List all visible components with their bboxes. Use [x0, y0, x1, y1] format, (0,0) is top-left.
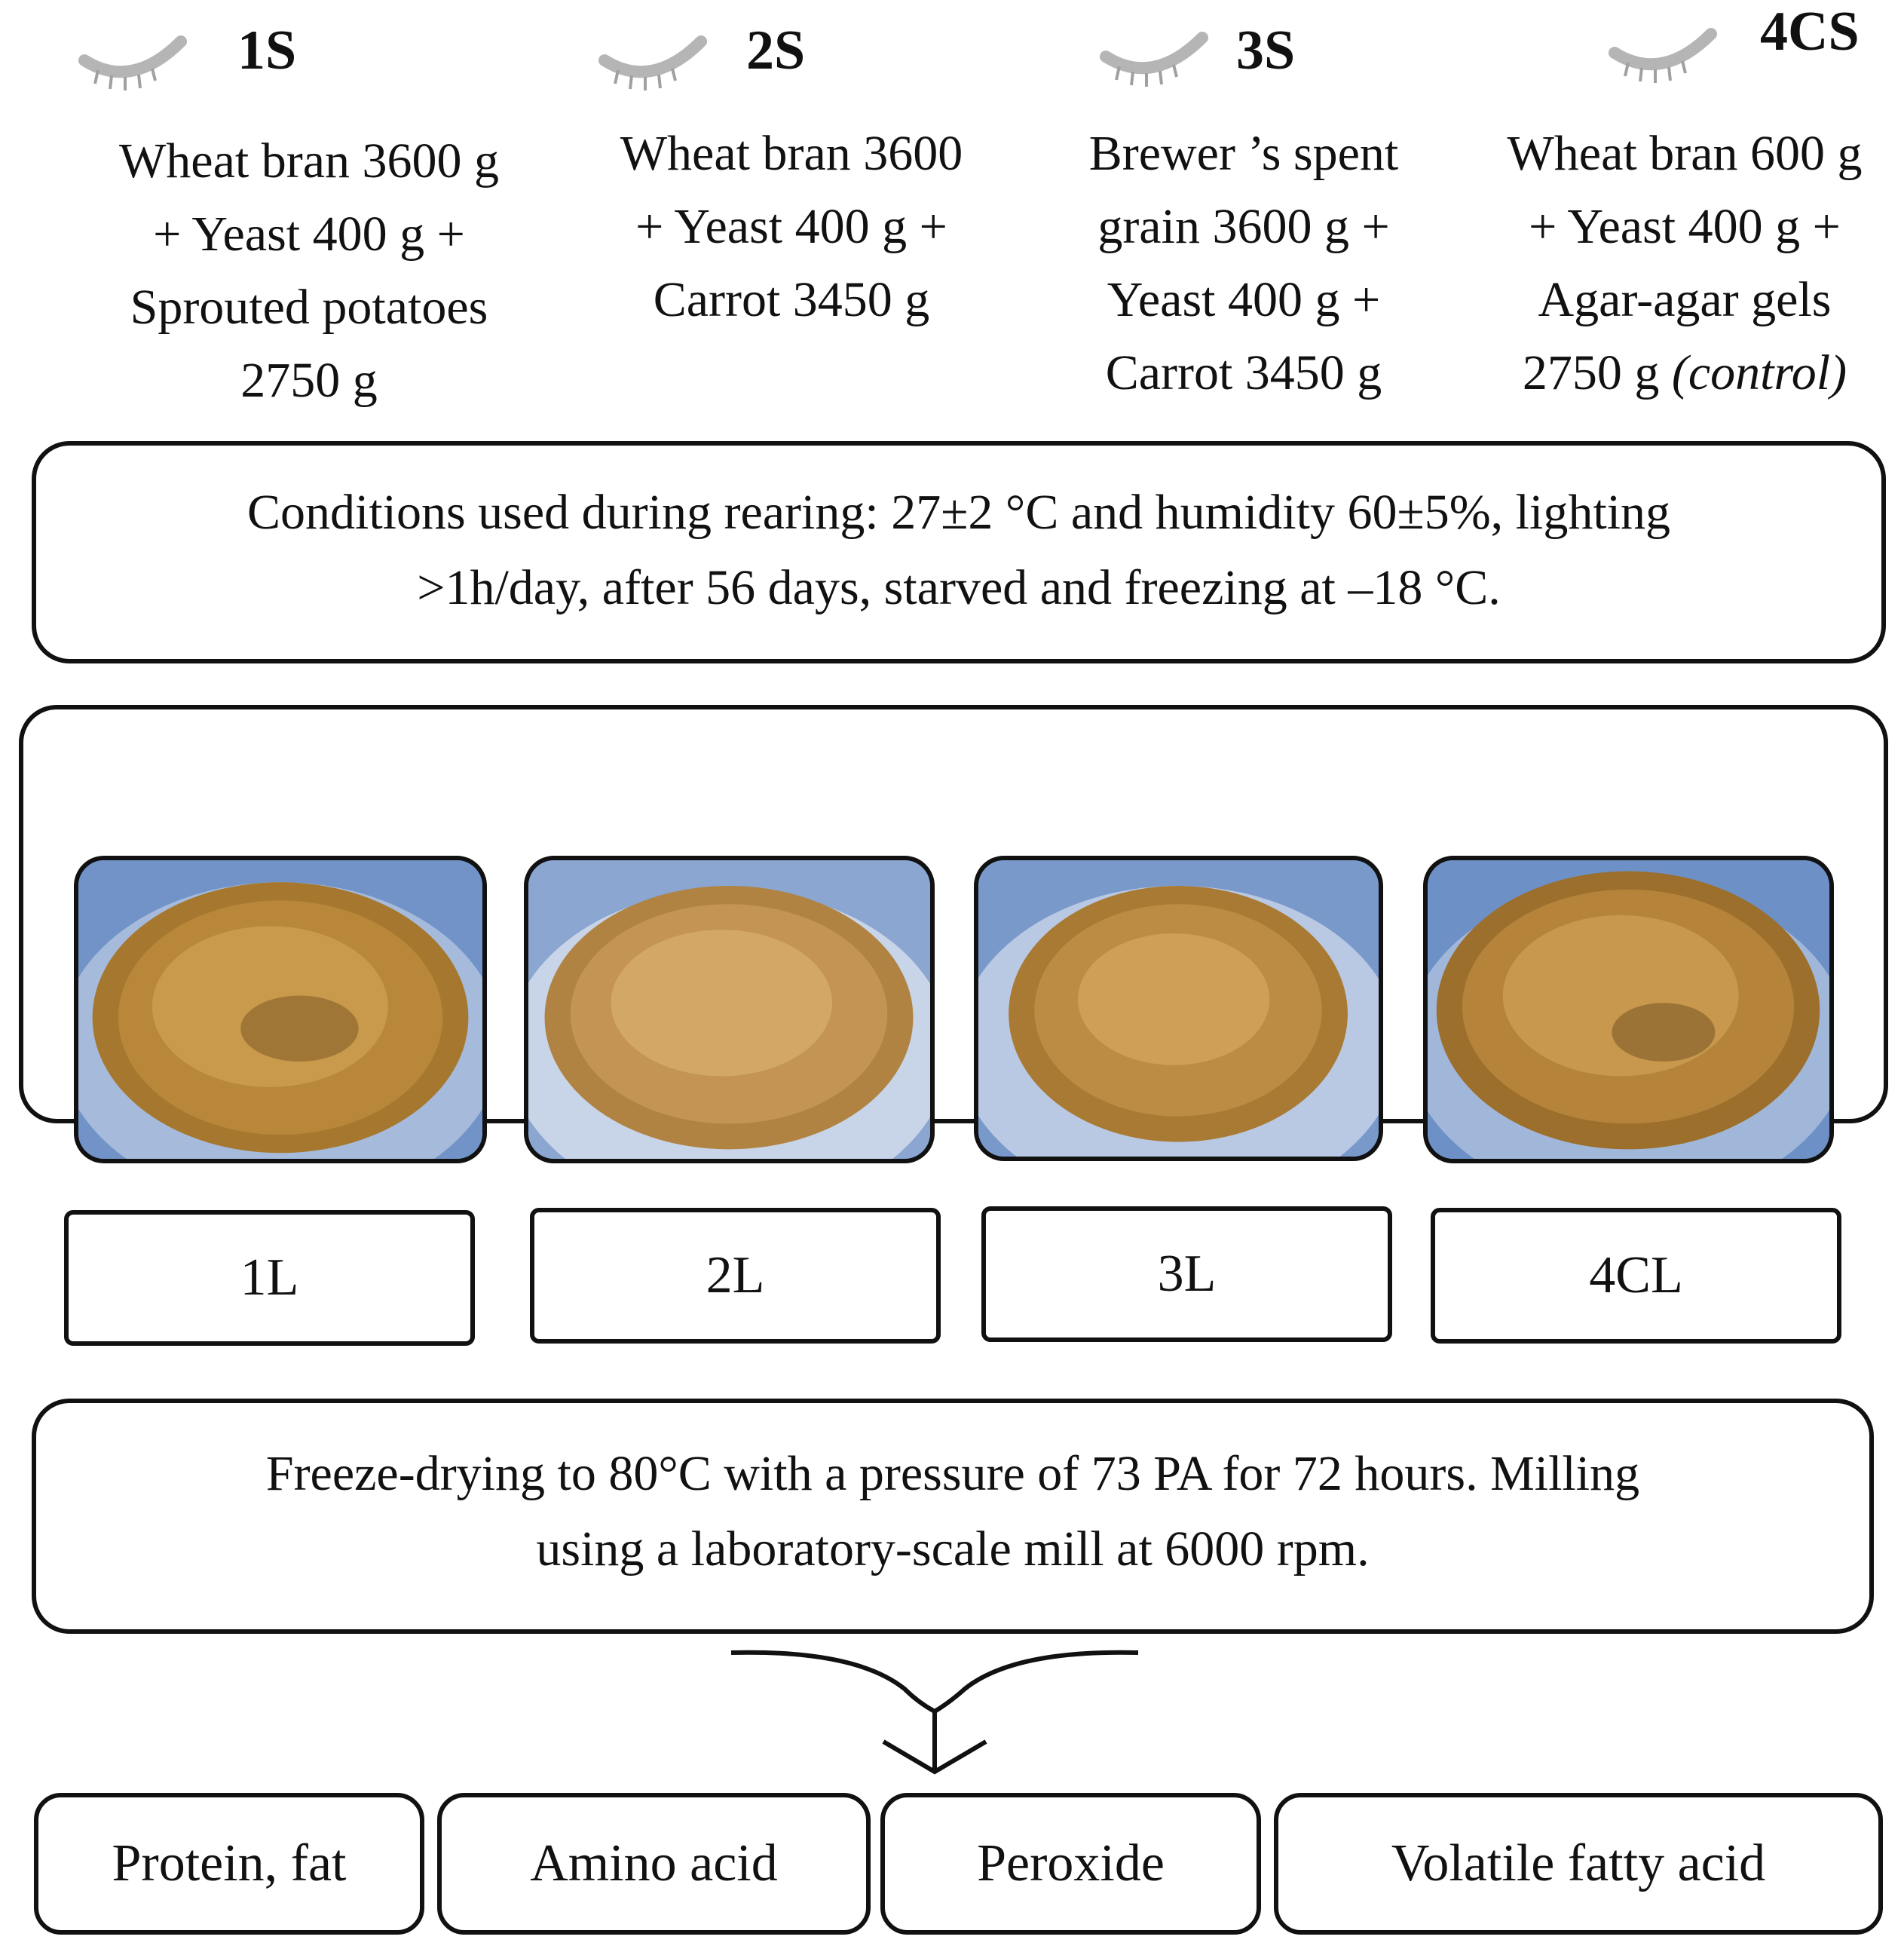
recipe-line: 2750 g (control) [1522, 345, 1847, 400]
group-recipe-4cs [1466, 117, 1903, 409]
larva-icon [75, 26, 188, 98]
analysis-protein-fat: Protein, fat [34, 1793, 424, 1935]
recipe-line: Carrot 3450 g [1105, 345, 1382, 400]
processing-line: using a laboratory-scale mill at 6000 rpm. [536, 1521, 1370, 1577]
recipe-line: Carrot 3450 g [653, 272, 930, 327]
larvae-label-3l: 3L [981, 1206, 1392, 1342]
group-code-2s: 2S [746, 20, 806, 81]
larvae-pile-image [1428, 860, 1829, 1159]
recipe-line: Wheat bran 3600 g [119, 133, 499, 188]
larva-icon [1606, 19, 1719, 90]
group-code-1s: 1S [237, 20, 297, 81]
larvae-photo-3 [974, 856, 1383, 1161]
recipe-line: + Yeast 400 g + [635, 199, 947, 254]
larvae-label-4cl: 4CL [1431, 1208, 1841, 1344]
group-recipe-3s [1040, 117, 1447, 409]
group-code-3s: 3S [1236, 20, 1296, 81]
analysis-amino-acid: Amino acid [437, 1793, 871, 1935]
group-recipe-1s [68, 124, 550, 417]
rearing-conditions-text [32, 475, 1886, 626]
recipe-line: Sprouted potatoes [130, 280, 488, 335]
larvae-pile-image [978, 860, 1379, 1157]
larvae-photo-4 [1423, 856, 1834, 1163]
group-recipe-2s [573, 117, 1010, 336]
larvae-photo-1 [74, 856, 487, 1163]
control-note: (control) [1671, 345, 1847, 400]
rearing-line: Conditions used during rearing: 27±2 °C and humidity 60±5%, lighting [246, 485, 1671, 540]
recipe-line: grain 3600 g + [1097, 199, 1390, 254]
larvae-photo-2 [524, 856, 935, 1163]
recipe-line: Yeast 400 g + [1107, 272, 1381, 327]
branch-arrow [724, 1644, 1146, 1779]
larva-icon [595, 26, 709, 98]
larvae-pile-image [78, 860, 482, 1159]
processing-text [32, 1436, 1874, 1587]
recipe-line: Wheat bran 3600 [620, 126, 963, 181]
recipe-line: Agar-agar gels [1538, 272, 1832, 327]
larvae-label-1l: 1L [64, 1210, 475, 1346]
group-code-4cs: 4CS [1760, 1, 1860, 63]
recipe-line: + Yeast 400 g + [1529, 199, 1841, 254]
recipe-line: 2750 g [240, 353, 378, 408]
recipe-line: Wheat bran 600 g [1507, 126, 1863, 181]
larvae-pile-image [528, 860, 930, 1159]
recipe-line: + Yeast 400 g + [153, 207, 465, 262]
larva-icon [1097, 23, 1210, 94]
analysis-volatile-fatty-acid: Volatile fatty acid [1274, 1793, 1883, 1935]
analysis-peroxide: Peroxide [880, 1793, 1261, 1935]
rearing-line: >1h/day, after 56 days, starved and freezing at –18 °C. [417, 560, 1501, 615]
processing-line: Freeze-drying to 80°C with a pressure of 73 PA for 72 hours. Milling [265, 1446, 1640, 1501]
recipe-line: Brewer ’s spent [1088, 126, 1399, 181]
larvae-label-2l: 2L [530, 1208, 941, 1344]
